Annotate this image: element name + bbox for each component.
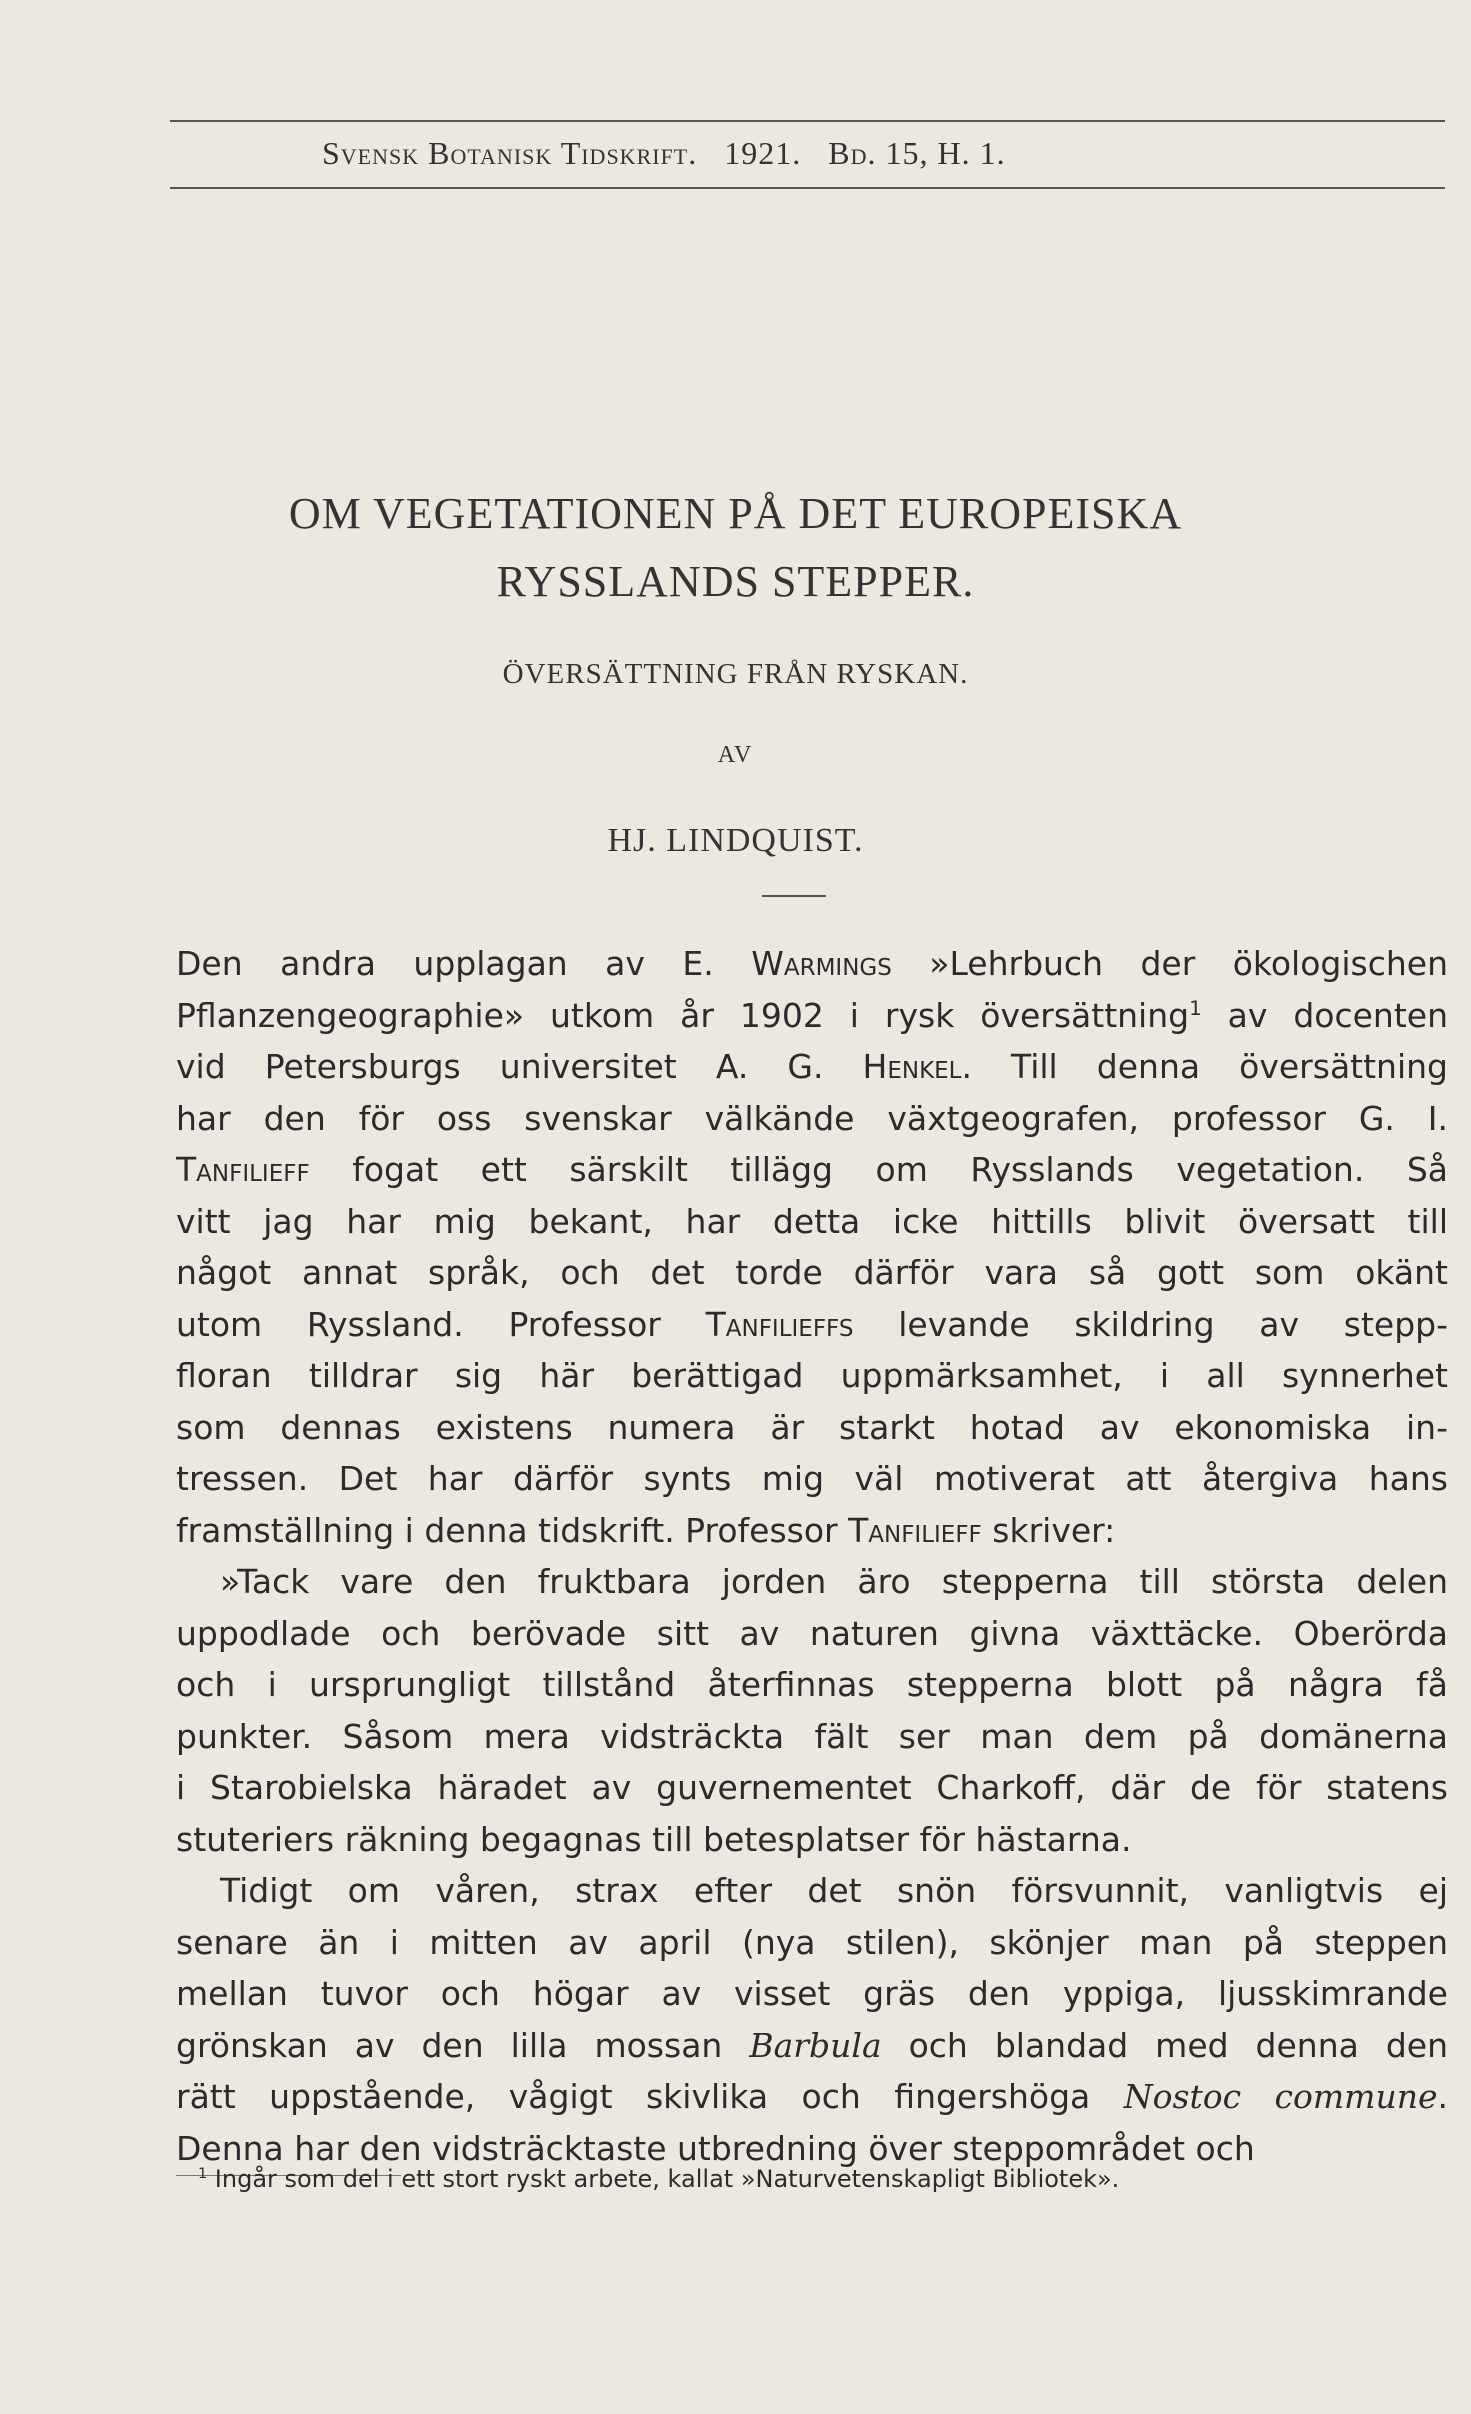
author-name-smallcaps: Tanfilieff bbox=[848, 1510, 982, 1550]
text-run: grönskan av den lilla mossan bbox=[176, 2025, 750, 2065]
author-name-smallcaps: Henkel bbox=[862, 1047, 962, 1086]
text-run: punkter. Såsom mera vidsträckta fält ser man dem på domänerna bbox=[176, 1716, 1448, 1756]
text-run: vitt jag har mig bekant, har detta icke hittills blivit översatt till bbox=[176, 1201, 1448, 1241]
body-line bbox=[176, 1093, 1448, 1145]
body-line bbox=[176, 1762, 1448, 1814]
body-line bbox=[176, 1196, 1448, 1248]
body-line bbox=[176, 990, 1448, 1042]
text-run: vid Petersburgs universitet A. G. bbox=[176, 1047, 863, 1086]
text-run: Tidigt om våren, strax efter det snön försvunnit, vanligtvis ej bbox=[220, 1871, 1448, 1910]
text-run: Den andra upplagan av E. bbox=[176, 944, 752, 983]
title-separator-rule bbox=[762, 895, 826, 897]
text-run: som dennas existens numera är starkt hotad av ekonomiska in- bbox=[176, 1407, 1448, 1447]
journal-year: 1921. bbox=[724, 135, 802, 171]
text-run: framställning i denna tidskrift. Professor bbox=[176, 1510, 849, 1550]
text-run: Denna har den vidsträcktaste utbredning över steppområdet och bbox=[176, 2128, 1255, 2168]
author-name-smallcaps: Warmings bbox=[751, 944, 892, 983]
text-run: senare än i mitten av april (nya stilen), skönjer man på steppen bbox=[176, 1922, 1448, 1962]
article-subtitle: ÖVERSÄTTNING FRÅN RYSKAN. bbox=[502, 658, 969, 690]
body-line bbox=[176, 1247, 1448, 1299]
text-run: fogat ett särskilt tillägg om Rysslands vegetation. Så bbox=[309, 1150, 1448, 1189]
running-header bbox=[322, 135, 1006, 172]
body-line bbox=[176, 1917, 1448, 1969]
footnote-marker: 1 bbox=[198, 2166, 208, 2182]
author-name-smallcaps: Tanfilieffs bbox=[705, 1304, 854, 1344]
text-run: »Lehrbuch der ökologischen bbox=[891, 944, 1448, 983]
text-run: tressen. Det har därför synts mig väl motiverat att återgiva hans bbox=[176, 1459, 1448, 1498]
body-line bbox=[176, 1299, 1448, 1351]
body-line bbox=[176, 1659, 1448, 1711]
footnote-reference: 1 bbox=[1189, 996, 1202, 1020]
body-line bbox=[176, 1711, 1448, 1763]
text-run: och i ursprungligt tillstånd återfinnas stepperna blott på några få bbox=[176, 1665, 1448, 1704]
body-line bbox=[176, 1608, 1448, 1660]
text-run: något annat språk, och det torde därför vara så gott som okänt bbox=[176, 1253, 1448, 1292]
body-line bbox=[176, 1556, 1448, 1608]
footnote bbox=[198, 2165, 1448, 2193]
body-line bbox=[176, 1453, 1448, 1505]
text-run: . Till denna översättning bbox=[961, 1047, 1448, 1086]
body-line bbox=[176, 1144, 1448, 1196]
by-label: AV bbox=[717, 742, 754, 768]
text-run: . bbox=[1437, 2077, 1448, 2116]
header-top-rule bbox=[170, 120, 1445, 122]
footnote-text: Ingår som del i ett stort ryskt arbete, kallat »Naturvetenskapligt Bibliotek». bbox=[214, 2165, 1120, 2193]
body-line bbox=[176, 1968, 1448, 2020]
author-name-smallcaps: Tanfilieff bbox=[176, 1150, 310, 1189]
text-run: uppodlade och berövade sitt av naturen givna växttäcke. Oberörda bbox=[176, 1613, 1448, 1653]
body-line bbox=[176, 1041, 1448, 1093]
text-run: stuteriers räkning begagnas till betesplatser för hästarna. bbox=[176, 1819, 1132, 1859]
text-run: »Tack vare den fruktbara jorden äro stepperna till största delen bbox=[220, 1562, 1448, 1601]
journal-volume: Bd. 15, H. 1. bbox=[828, 135, 1006, 171]
body-line bbox=[176, 1350, 1448, 1402]
body-line bbox=[176, 1865, 1448, 1917]
body-line bbox=[176, 2020, 1448, 2072]
body-text bbox=[176, 938, 1448, 2174]
body-line bbox=[176, 938, 1448, 990]
text-run: Pflanzengeographie» utkom år 1902 i rysk översättning bbox=[176, 995, 1190, 1035]
body-line bbox=[176, 1505, 1448, 1557]
text-run: floran tilldrar sig här berättigad uppmärksamhet, i all synnerhet bbox=[176, 1356, 1448, 1395]
header-bottom-rule bbox=[170, 187, 1445, 189]
text-run: levande skildring av stepp- bbox=[853, 1304, 1448, 1344]
article-title-line-2: RYSSLANDS STEPPER. bbox=[496, 557, 975, 606]
text-run: har den för oss svenskar välkände växtgeografen, professor G. I. bbox=[176, 1098, 1448, 1138]
text-run: och blandad med denna den bbox=[881, 2025, 1448, 2065]
text-run: av docenten bbox=[1201, 995, 1448, 1035]
journal-name: Svensk Botanisk Tidskrift. bbox=[322, 135, 698, 171]
author-name: HJ. LINDQUIST. bbox=[607, 822, 864, 859]
body-line bbox=[176, 2071, 1448, 2123]
text-run: utom Ryssland. Professor bbox=[176, 1304, 706, 1344]
text-run: skriver: bbox=[981, 1510, 1116, 1550]
text-run: i Starobielska häradet av guvernementet Charkoff, där de för statens bbox=[176, 1768, 1448, 1807]
body-line bbox=[176, 1814, 1448, 1866]
italic-term: Barbula bbox=[749, 2025, 882, 2065]
body-line bbox=[176, 1402, 1448, 1454]
italic-term: Nostoc commune bbox=[1123, 2077, 1438, 2116]
article-title-line-1: OM VEGETATIONEN PÅ DET EUROPEISKA bbox=[288, 489, 1183, 538]
text-run: rätt uppstående, vågigt skivlika och fingershöga bbox=[176, 2077, 1124, 2116]
text-run: mellan tuvor och högar av visset gräs den yppiga, ljusskimrande bbox=[176, 1974, 1448, 2013]
